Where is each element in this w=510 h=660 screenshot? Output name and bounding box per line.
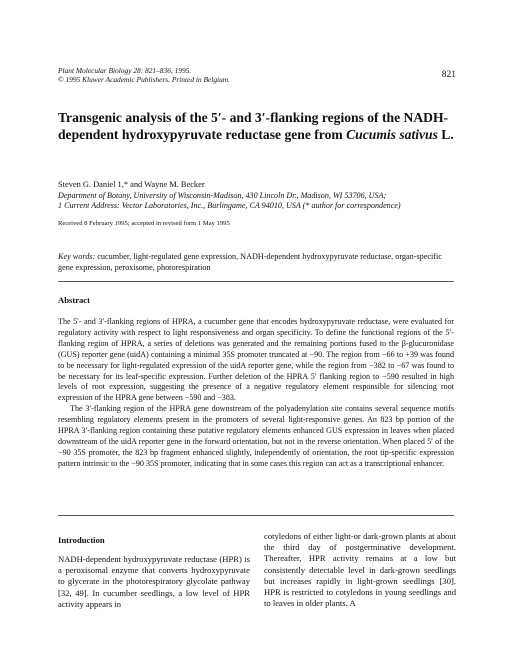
title-species: Cucumis sativus (346, 126, 438, 142)
article-title (58, 110, 458, 143)
title-main: Transgenic analysis of the 5′- and 3′-flanking regions of the NADH-dependent hydroxypyruvate reductase gene from (58, 110, 449, 142)
keywords-text: cucumber, light-regulated gene expression, NADH-dependent hydroxypyruvate reductase, organ-specific gene expression, peroxisome, photorespiration (58, 252, 442, 272)
abstract-body (58, 317, 454, 470)
keywords-label: Key words: (58, 252, 96, 261)
journal-citation (58, 66, 230, 84)
abstract-paragraph-2: The 3′-flanking region of the HPRA gene downstream of the polyadenylation site contains several sequence motifs resembling regulatory elements present in the promoters of several light-responsive genes. An 823 bp portion of the HPRA 3′-flanking region containing these putative regulatory elements enhanced GUS expression in leaves when placed downstream of the uidA reporter gene in the forward orientation, but not in the reverse orientation. When placed 5′ of the −90 35S promoter, the 823 bp fragment enhanced slightly, independently of orientation, the root tip-specific expression pattern intrinsic to the −90 35S promoter, indicating that in some cases this region can act as a transcriptional enhancer. (58, 404, 454, 468)
journal-line-2: © 1995 Kluwer Academic Publishers. Printed in Belgium. (58, 75, 230, 85)
abstract-heading: Abstract (58, 295, 90, 305)
page-number: 821 (441, 70, 456, 80)
affiliations (58, 191, 458, 212)
author-list: Steven G. Daniel 1,* and Wayne M. Becker (58, 180, 205, 189)
introduction-left-column (58, 554, 250, 610)
affiliation-line-2: 1 Current Address: Vector Laboratories, Inc., Burlingame, CA 94010, USA (* author for correspondence) (58, 201, 401, 211)
introduction-left-text: NADH-dependent hydroxypyruvate reductase (HPR) is a peroxisomal enzyme that converts hydroxypyruvate to glycerate in the photorespiratory glycolate pathway [32, 49]. In cucumber seedlings, a low level of HPR activity appears in (58, 554, 250, 609)
introduction-heading: Introduction (58, 535, 105, 545)
keywords (58, 252, 454, 273)
divider-bottom (58, 515, 454, 516)
introduction-right-column (264, 531, 456, 609)
introduction-right-text: cotyledons of either light-or dark-grown plants at about the third day of postgerminative development. Thereafter, HPR activity remains at a low but consistently detectable level in dark-grown seedlings but increases rapidly in light-grown seedlings [30]. HPR is restricted to cotyledons in young seedlings and to leaves in older plants. A (264, 531, 456, 609)
affiliation-line-1: Department of Botany, University of Wisconsin-Madison, 430 Lincoln Dr., Madison, WI 53706, USA; (58, 191, 387, 200)
journal-line-1: Plant Molecular Biology 28: 821–836, 1995. (58, 66, 192, 75)
divider-top (58, 281, 454, 282)
title-suffix: L. (437, 126, 454, 142)
received-dates: Received 8 February 1995; accepted in revised form 1 May 1995 (58, 220, 230, 227)
abstract-paragraph-1: The 5′- and 3′-flanking regions of HPRA, a cucumber gene that encodes hydroxypyruvate reductase, were evaluated for regulatory activity with respect to light responsiveness and organ specificity. To define the functional regions of the 5′-flanking region of HPRA, a series of deletions was generated and the remaining portions fused to the β-glucuronidase (GUS) reporter gene (uidA) containing a minimal 35S promoter truncated at −90. The region from −66 to +39 was found to be necessary for light-regulated expression of the uidA reporter gene, while the region from −382 to −67 was found to be necessary for its leaf-specific expression. Further deletion of the HPRA 5′ flanking region to −590 resulted in high levels of root expression, suggesting the presence of a negative regulatory element responsible for silencing root expression of the HPRA gene between −590 and −383. (58, 317, 454, 403)
